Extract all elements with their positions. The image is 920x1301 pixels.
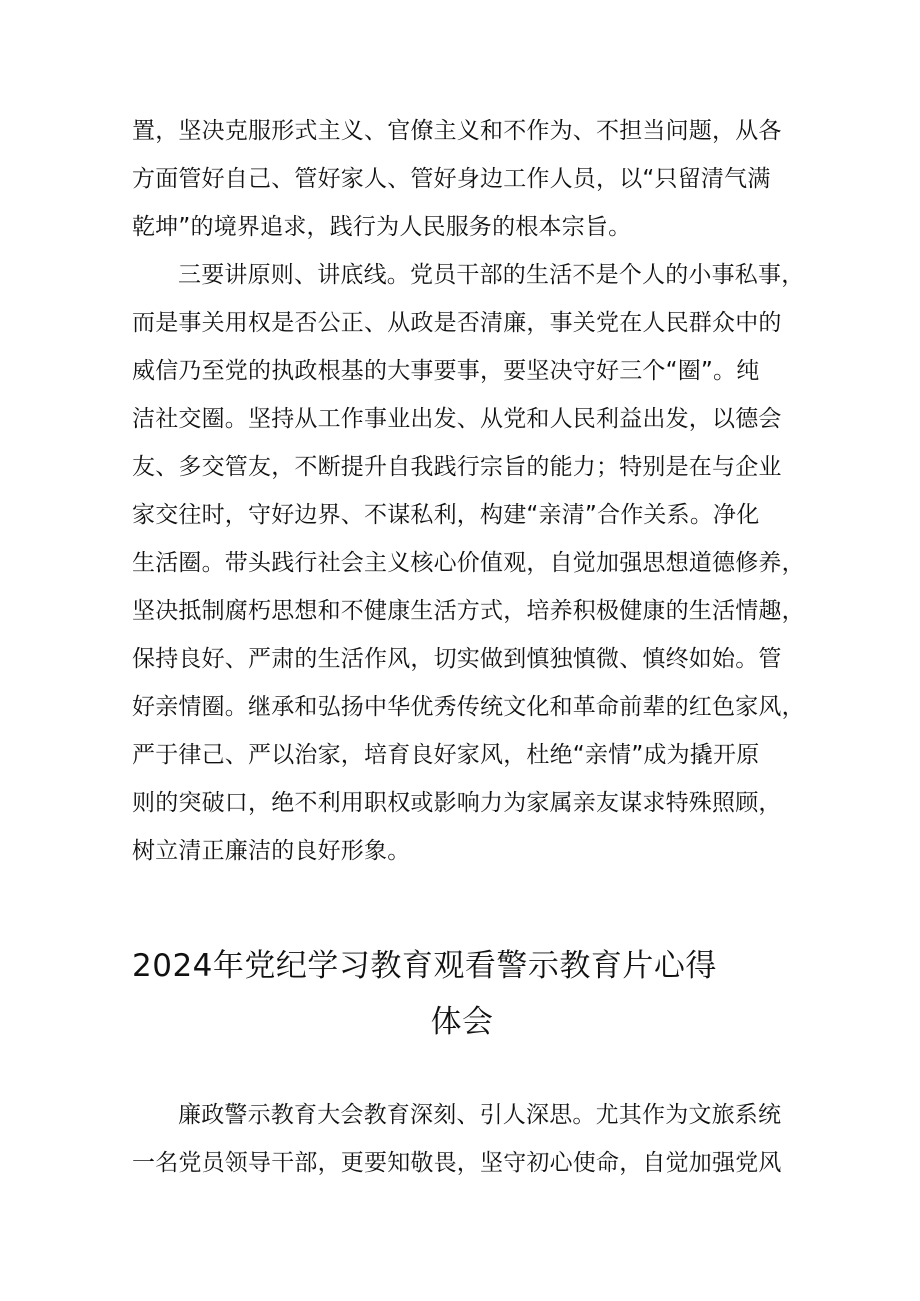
text-line: 一名党员领导干部，更要知敬畏，坚守初心使命，自觉加强党风 [132, 1150, 782, 1176]
text-line: 生活圈。带头践行社会主义核心价值观，自觉加强思想道德修养， [132, 550, 805, 576]
text-line: 树立清正廉洁的良好形象。 [132, 838, 411, 864]
text-line: 威信乃至党的执政根基的大事要事，要坚决守好三个“圈”。纯 [132, 358, 760, 384]
section-title-line: 2024年党纪学习教育观看警示教育片心得 [132, 948, 717, 984]
section-paragraph [132, 1091, 812, 1187]
text-line: 洁社交圈。坚持从工作事业出发、从党和人民利益出发，以德会 [132, 406, 782, 432]
paragraph-continuation [132, 107, 812, 251]
text-line: 则的突破口，绝不利用职权或影响力为家属亲友谋求特殊照顾， [132, 790, 782, 816]
text-line: 三要讲原则、讲底线。党员干部的生活不是个人的小事私事， [178, 262, 805, 288]
text-line: 乾坤”的境界追求，践行为人民服务的根本宗旨。 [132, 214, 632, 240]
section-title-line: 体会 [430, 1004, 494, 1040]
text-line: 友、多交管友，不断提升自我践行宗旨的能力；特别是在与企业 [132, 454, 782, 480]
text-line: 严于律己、严以治家，培育良好家风，杜绝“亲情”成为撬开原 [132, 742, 760, 768]
section-title [132, 938, 792, 1050]
text-line: 置，坚决克服形式主义、官僚主义和不作为、不担当问题，从各 [132, 118, 782, 144]
text-line: 而是事关用权是否公正、从政是否清廉，事关党在人民群众中的 [132, 310, 782, 336]
text-line: 廉政警示教育大会教育深刻、引人深思。尤其作为文旅系统 [178, 1102, 782, 1128]
text-line: 方面管好自己、管好家人、管好身边工作人员，以“只留清气满 [132, 166, 771, 192]
text-line: 坚决抵制腐朽思想和不健康生活方式，培养积极健康的生活情趣， [132, 598, 805, 624]
text-line: 家交往时，守好边界、不谋私利，构建“亲清”合作关系。净化 [132, 502, 760, 528]
paragraph-three [132, 251, 812, 875]
text-line: 保持良好、严肃的生活作风，切实做到慎独慎微、慎终如始。管 [132, 646, 782, 672]
text-line: 好亲情圈。继承和弘扬中华优秀传统文化和革命前辈的红色家风， [132, 694, 805, 720]
